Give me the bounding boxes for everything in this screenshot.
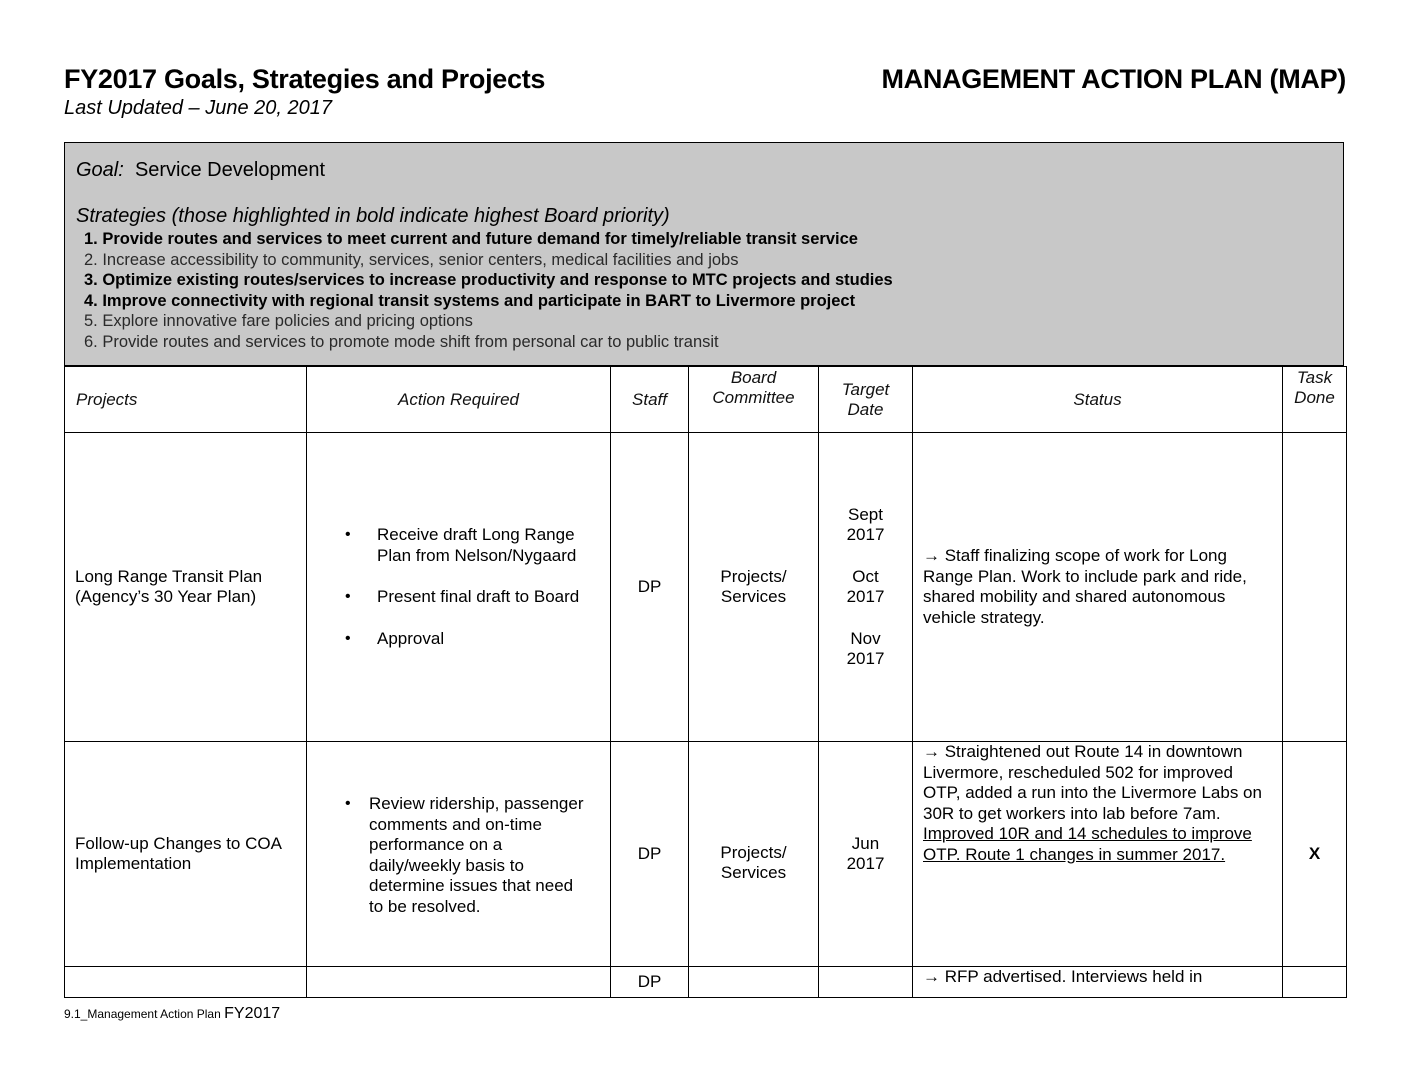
target-date-cell [819,433,913,742]
header-target-line: Target [841,379,890,399]
footer-doc-name: 9.1_Management Action Plan [64,1007,221,1021]
project-cell [65,433,307,742]
committee-cell [689,967,819,998]
strategy-item: 1. Provide routes and services to meet current and future demand for timely/reliable transit service [84,230,858,248]
strategy-item: 6. Provide routes and services to promote mode shift from personal car to public transit [84,332,719,351]
target-year: 2017 [846,649,885,668]
committee-line: Services [720,863,787,882]
header-staff: Staff [611,367,689,433]
target-month: Oct [852,566,879,586]
committee-line: Services [720,587,787,606]
staff-cell: DP [611,742,689,967]
project-cell [65,742,307,967]
action-cell [307,433,611,742]
header-done-line: Done [1294,388,1335,407]
committee-cell [689,433,819,742]
task-done-cell [1283,967,1347,998]
strategy-item: 5. Explore innovative fare policies and pricing options [84,312,473,330]
action-item: • Approval [377,629,596,650]
action-cell [307,967,611,998]
staff-cell: DP [611,967,689,998]
project-name-note: (Agency’s 30 Year Plan) [75,587,257,606]
header-board-committee [689,367,819,433]
action-item: • Present final draft to Board [377,587,596,608]
table-row [65,433,1347,742]
target-date [819,567,912,608]
target-month: Nov [850,628,881,648]
document-type-title: MANAGEMENT ACTION PLAN (MAP) [881,64,1346,94]
target-date-cell [819,967,913,998]
goal-section [64,142,1344,366]
footer-doc-year: FY2017 [224,1005,281,1022]
target-month: Sept [848,504,883,524]
header-action-required: Action Required [307,367,611,433]
table-header-row [65,367,1347,433]
task-done-cell: X [1283,742,1347,967]
goal-label: Goal: [76,159,124,181]
target-date [819,505,912,546]
project-name-line-2: Implementation [75,854,192,873]
header-board-line: Board [730,368,777,387]
goal-value: Service Development [134,159,326,181]
strategy-item: 4. Improve connectivity with regional transit systems and participate in BART to Livermore project [84,291,856,310]
table-row [65,742,1347,967]
header-task-line: Task [1296,368,1333,387]
action-item: • Review ridership, passenger comments and on-time performance on a daily/weekly basis to determine issues that need to be resolved. [369,794,592,917]
target-date-cell [819,742,913,967]
status-update-underlined: Improved 10R and 14 schedules to improve OTP. Route 1 changes in summer 2017. [923,824,1252,864]
page-title: FY2017 Goals, Strategies and Projects [64,64,546,94]
header-status: Status [913,367,1283,433]
task-done-cell [1283,433,1347,742]
target-date [819,629,912,670]
target-month: Jun [851,833,880,853]
target-year: 2017 [846,587,885,606]
status-text: → Straightened out Route 14 in downtown Livermore, rescheduled 502 for improved OTP, added a run into the Livermore Labs on 30R to get workers into lab before 7am. [923,742,1262,823]
strategies-heading: Strategies (those highlighted in bold indicate highest Board priority) [76,205,670,227]
action-cell [307,742,611,967]
last-updated: Last Updated – June 20, 2017 [64,97,332,119]
committee-cell [689,742,819,967]
page-footer [64,1005,280,1023]
action-list [307,794,592,917]
staff-cell: DP [611,433,689,742]
table-row [65,967,1347,998]
target-year: 2017 [846,525,885,544]
project-name: Long Range Transit Plan [75,566,263,586]
header-projects: Projects [65,367,307,433]
committee-line: Projects/ [720,842,787,862]
committee-line: Projects/ [720,566,787,586]
status-cell: → Staff finalizing scope of work for Long Range Plan. Work to include park and ride, shared mobility and shared autonomous vehicle strategy. [913,433,1283,742]
action-list [307,525,596,649]
status-cell: → RFP advertised. Interviews held in [913,967,1283,998]
project-name: Follow-up Changes to COA [75,833,282,853]
header-committee-line: Committee [712,388,795,407]
header-task-done [1283,367,1347,433]
goal-line [76,159,325,182]
action-item: • Receive draft Long Range Plan from Nelson/Nygaard [377,525,596,566]
status-cell [913,742,1283,967]
header-target-date [819,367,913,433]
target-year: 2017 [846,854,885,873]
strategy-item: 2. Increase accessibility to community, services, senior centers, medical facilities and jobs [84,250,739,269]
strategies-list [84,229,893,352]
header-date-line: Date [847,399,884,419]
project-cell [65,967,307,998]
projects-table [64,366,1347,998]
strategy-item: 3. Optimize existing routes/services to increase productivity and response to MTC projects and studies [84,271,893,289]
